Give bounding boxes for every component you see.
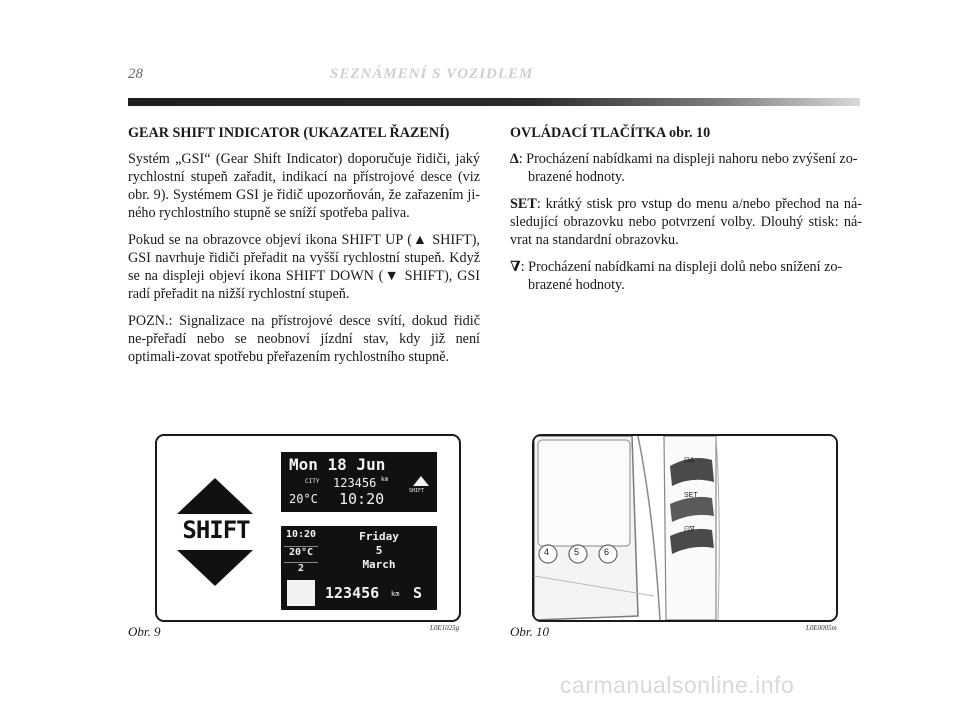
arrow-up-icon: ▲: [411, 232, 428, 248]
shift-big-label: SHIFT: [182, 516, 250, 544]
header-rule: [128, 98, 860, 106]
lcd-odometer-bottom: 123456: [325, 584, 380, 602]
btn-down-label: ⊡∇: [684, 526, 695, 533]
down-button-description: [510, 258, 862, 294]
buttons-heading: OVLÁDACÍ TLAČÍTKA obr. 10: [510, 125, 711, 141]
lcd-temp-left: 20°C: [284, 546, 318, 558]
lcd-temp-top: 20°C: [289, 492, 318, 506]
shift-up-small-icon: [413, 476, 429, 486]
lcd-time-left: 10:20: [285, 529, 317, 540]
set-text: : krátký stisk pro vstup do menu a/nebo přechod na ná-sledující obrazovku nebo potvrzení volby. Dlouhý stisk: ná-vrat na standardní obrazovku.: [510, 196, 862, 248]
fig10-caption: Obr. 10: [510, 624, 550, 639]
watermark: carmanualsonline.info: [560, 672, 795, 698]
running-title: SEZNÁMENÍ S VOZIDLEM: [330, 66, 534, 82]
gsi-p2-part-a: Pokud se na obrazovce objeví ikona SHIFT UP (: [128, 232, 412, 248]
lcd-shift-arrows-icon: [287, 580, 315, 606]
down-text-cont: brazené hodnoty.: [528, 277, 625, 293]
up-triangle-icon: ∆: [510, 151, 519, 167]
lcd-gear-left: 2: [284, 562, 318, 574]
lcd-bottom-display: [281, 526, 437, 610]
dial-6-label: 6: [604, 547, 610, 557]
lcd-city-label: CITY: [305, 478, 320, 485]
lcd-km-bottom: km: [391, 590, 400, 598]
lcd-date: Mon 18 Jun: [289, 455, 386, 474]
fig9-code: L0E1025g: [430, 624, 460, 632]
gsi-paragraph-1: Systém „GSI“ (Gear Shift Indicator) doporučuje řidiči, jaký rychlostní stupeň zařadit, indikací na přístrojové desce (viz obr. 9). Systémem GSI je řidič upozorňován, že zařazením ji-ného rychlostního stupně se sníží spotřeba paliva.: [128, 151, 480, 221]
shift-down-arrow-icon: [175, 548, 255, 588]
lcd-shift-small: SHIFT: [409, 488, 425, 494]
down-text: : Procházení nabídkami na displeji dolů nebo snížení zo-: [520, 259, 843, 275]
down-triangle-icon: ∇: [510, 259, 521, 275]
fig9-caption: Obr. 9: [128, 624, 161, 639]
shift-up-arrow-icon: [175, 476, 255, 516]
up-text-cont: brazené hodnoty.: [528, 169, 625, 185]
gsi-p2-part-c: SHIFT), GSI radí přeřadit na nižší rychlostní stupeň.: [128, 268, 480, 302]
btn-up-label: ⊡∆: [684, 457, 695, 464]
lcd-top-display: [281, 452, 437, 512]
arrow-down-icon: ▼: [383, 268, 400, 284]
lcd-km-top: km: [381, 476, 389, 483]
page-number: 28: [128, 66, 143, 82]
right-column: [510, 124, 862, 303]
gsi-heading: GEAR SHIFT INDICATOR (UKAZATEL ŘAZENÍ): [128, 125, 450, 141]
up-button-description: [510, 150, 862, 186]
figure-9: [155, 434, 461, 622]
dial-4-label: 4: [544, 547, 550, 557]
set-label: SET: [510, 196, 537, 212]
left-column: [128, 124, 480, 375]
btn-set-label: SET: [684, 492, 698, 499]
figure-10: [532, 434, 838, 622]
dial-5-label: 5: [574, 547, 580, 557]
gsi-paragraph-3: POZN.: Signalizace na přístrojové desce svítí, dokud řidič ne-přeřadí nebo se neobnoví jízdní stav, kdy již není optimali-zovat spotřebu přeřazením rychlostního stupně.: [128, 313, 480, 365]
lcd-time-top: 10:20: [339, 490, 385, 508]
fig10-code: L0E0005m: [806, 624, 837, 632]
lcd-gear-mode: S: [413, 584, 423, 602]
lcd-day-num: 5: [375, 544, 383, 557]
lcd-day-name: Friday: [359, 530, 399, 543]
lcd-month: March: [362, 558, 396, 571]
gsi-paragraph-2: [128, 231, 480, 303]
up-text: : Procházení nabídkami na displeji nahoru nebo zvýšení zo-: [518, 151, 858, 167]
set-button-description: [510, 195, 862, 249]
lcd-odometer-top: 123456: [333, 476, 377, 490]
gsi-p2-part-b: SHIFT), GSI navrhuje řidiči přeřadit na vyšší rychlostní stupeň. Když se na displeji objeví ikona SHIFT DOWN (: [128, 232, 480, 284]
